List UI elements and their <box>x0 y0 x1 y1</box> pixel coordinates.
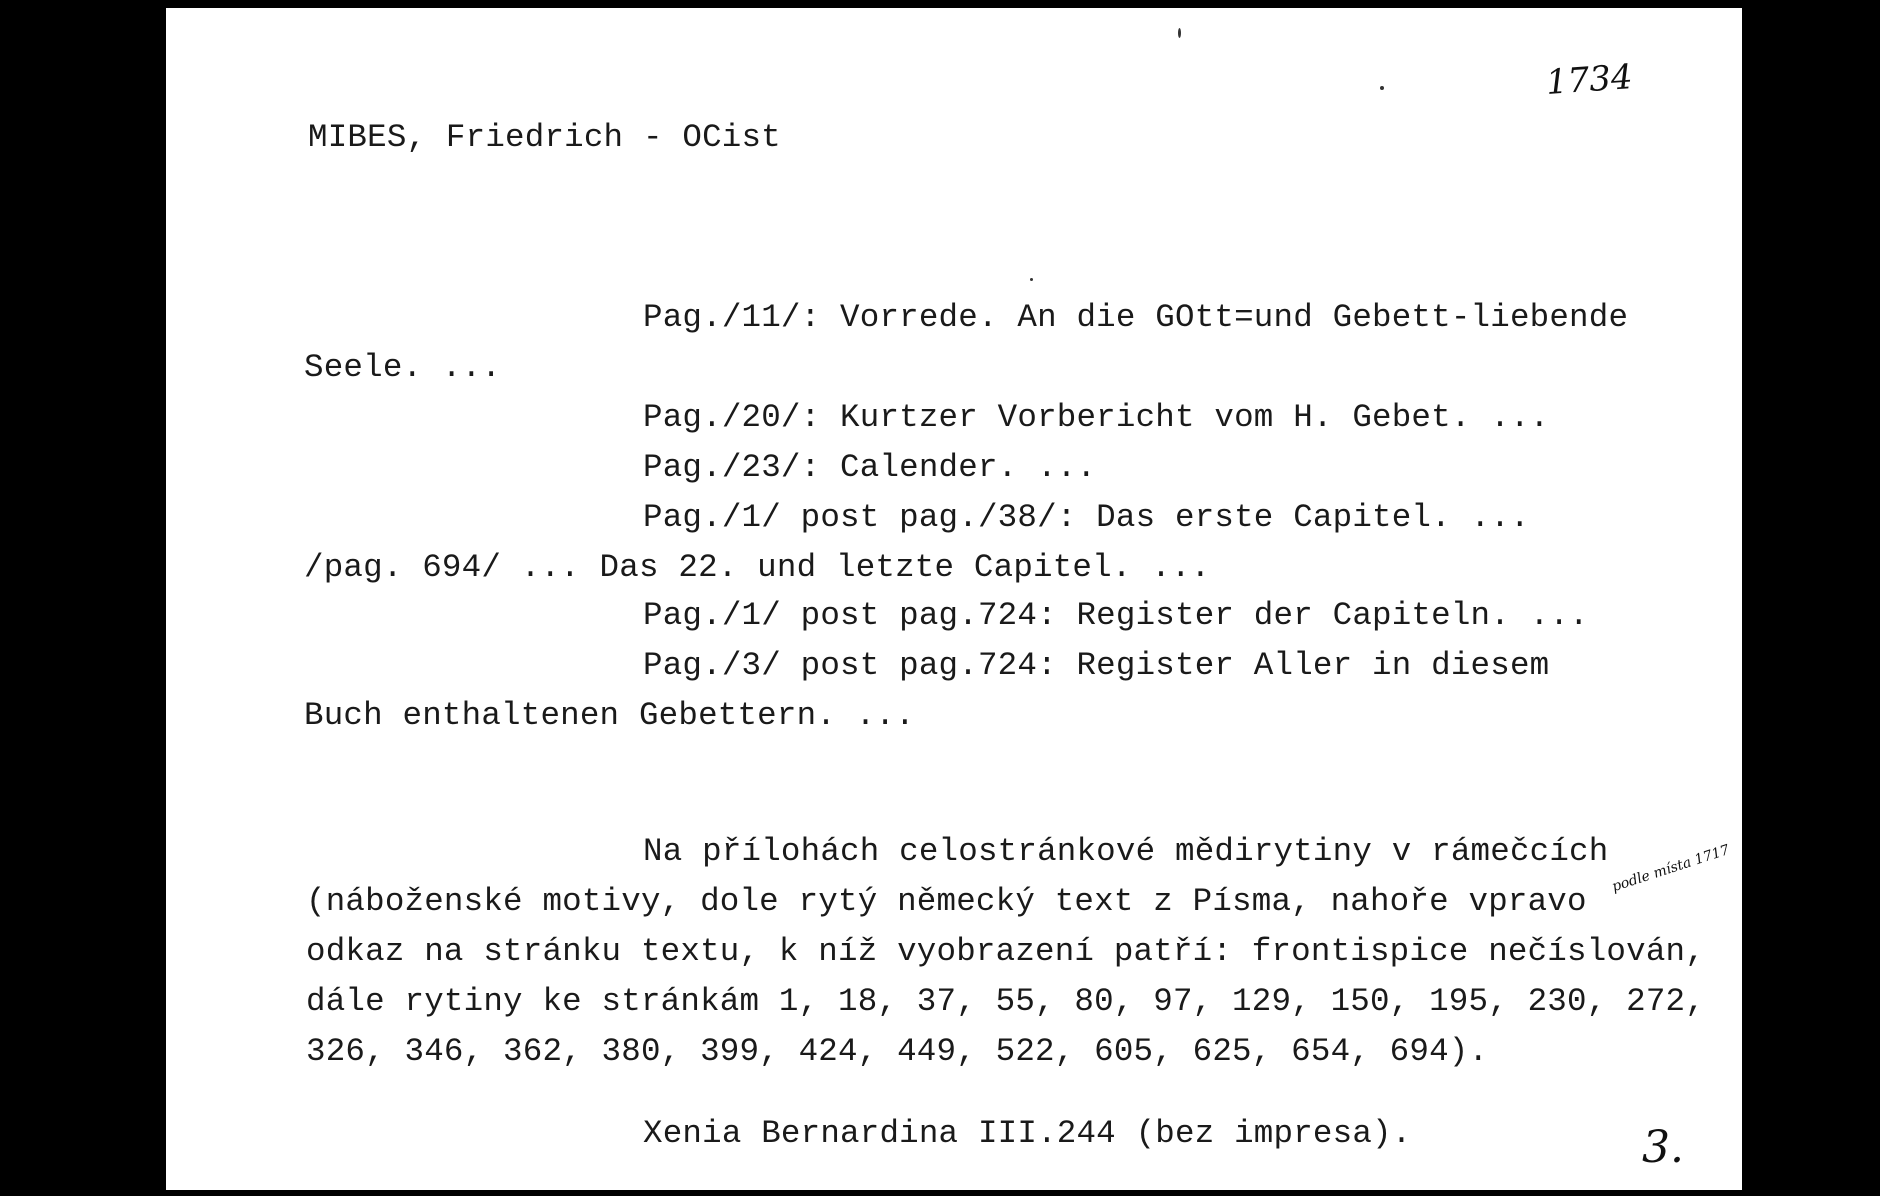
handwritten-margin-note: podle místa 1717 <box>1610 842 1732 896</box>
card-heading: MIBES, Friedrich - OCist <box>308 119 781 156</box>
ink-speck <box>1380 86 1384 90</box>
note-line: 326, 346, 362, 380, 399, 424, 449, 522, 605, 625, 654, 694). <box>306 1033 1489 1070</box>
content-line: /pag. 694/ ... Das 22. und letzte Capitel. ... <box>304 549 1211 586</box>
content-line: Pag./11/: Vorrede. An die GOtt=und Gebett-liebende <box>643 299 1629 336</box>
card-number: 3. <box>1642 1122 1684 1173</box>
note-line: Na přílohách celostránkové mědirytiny v rámečcích <box>643 833 1609 870</box>
catalog-card <box>166 8 1742 1190</box>
note-line: odkaz na stránku textu, k níž vyobrazení patří: frontispice nečíslován, <box>306 933 1705 970</box>
content-line: Pag./1/ post pag.724: Register der Capiteln. ... <box>643 597 1589 634</box>
ink-speck <box>1178 28 1181 38</box>
content-line: Buch enthaltenen Gebettern. ... <box>304 697 915 734</box>
content-line: Pag./3/ post pag.724: Register Aller in diesem <box>643 647 1550 684</box>
content-line: Seele. ... <box>304 349 502 386</box>
content-line: Pag./20/: Kurtzer Vorbericht vom H. Gebet. ... <box>643 399 1550 436</box>
content-line: Pag./23/: Calender. ... <box>643 449 1097 486</box>
ink-speck <box>1030 278 1033 281</box>
content-line: Pag./1/ post pag./38/: Das erste Capitel. ... <box>643 499 1530 536</box>
reference-line: Xenia Bernardina III.244 (bez impresa). <box>643 1115 1412 1152</box>
note-line: dále rytiny ke stránkám 1, 18, 37, 55, 80, 97, 129, 150, 195, 230, 272, <box>306 983 1705 1020</box>
accession-number: 1734 <box>1544 57 1634 103</box>
note-line: (náboženské motivy, dole rytý německý text z Písma, nahoře vpravo <box>306 883 1587 920</box>
